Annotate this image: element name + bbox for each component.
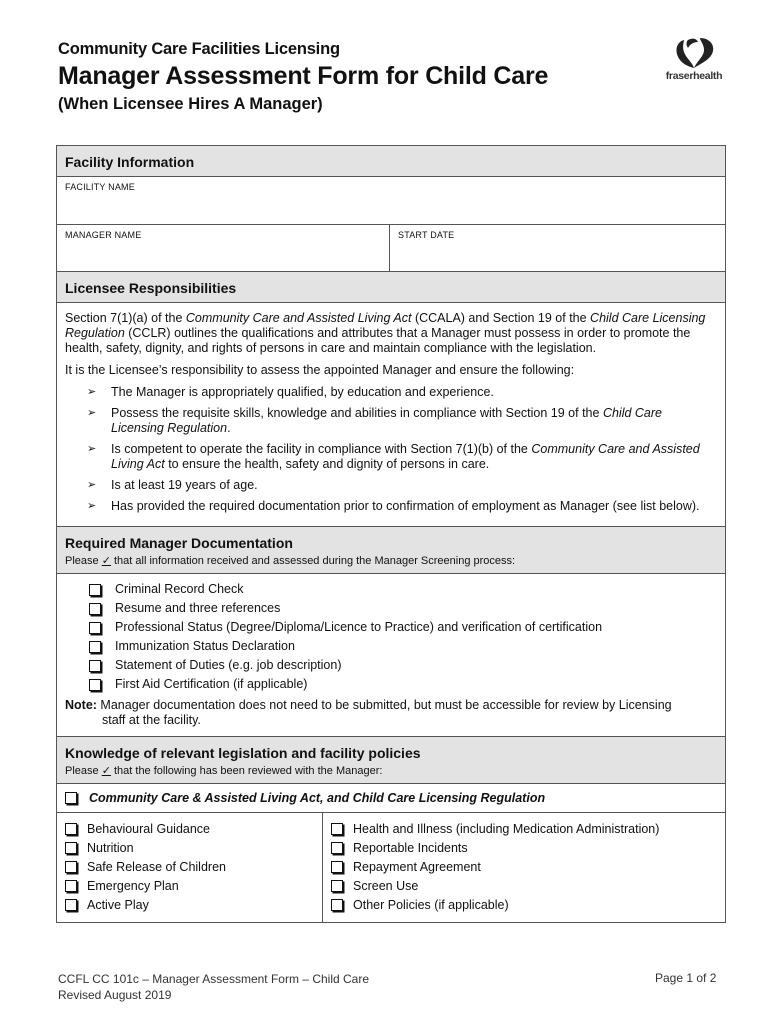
start-date-label: START DATE bbox=[398, 230, 455, 240]
act-name: Community Care and Assisted Living Act bbox=[111, 442, 700, 471]
checklist-label: First Aid Certification (if applicable) bbox=[115, 677, 308, 691]
checklist-item bbox=[89, 580, 717, 599]
check-mark-icon: ✓ bbox=[101, 555, 111, 567]
note-label: Note: bbox=[65, 698, 97, 712]
footer-form-id bbox=[58, 971, 369, 1003]
revision-date: Revised August 2019 bbox=[58, 988, 172, 1002]
checklist-item bbox=[331, 895, 717, 914]
checklist-item bbox=[331, 857, 717, 876]
list-item bbox=[87, 499, 717, 514]
document-list bbox=[65, 580, 717, 694]
checkbox[interactable] bbox=[65, 899, 77, 911]
checklist-label: Criminal Record Check bbox=[115, 582, 244, 596]
checkbox[interactable] bbox=[331, 861, 343, 873]
check-mark-icon: ✓ bbox=[101, 765, 111, 777]
logo-text: fraserhealth bbox=[665, 70, 723, 82]
policy-column-left bbox=[57, 813, 323, 922]
org-name: Community Care Facilities Licensing bbox=[58, 40, 340, 58]
legislation-label: Community Care & Assisted Living Act, and Child Care Licensing Regulation bbox=[89, 791, 546, 805]
text-run: to ensure the health, safety and dignity of persons in care. bbox=[164, 457, 490, 471]
text-run: Possess the requisite skills, knowledge and abilities in compliance with Section 19 of the bbox=[111, 406, 603, 420]
text-run: . bbox=[227, 421, 231, 435]
facility-name-row bbox=[57, 177, 725, 225]
checkbox[interactable] bbox=[331, 842, 343, 854]
checklist-item bbox=[65, 895, 314, 914]
note-text: Manager documentation does not need to be submitted, but must be accessible for review by Licensing bbox=[96, 698, 672, 712]
text-run: (CCALA) and Section 19 of the bbox=[411, 311, 591, 325]
checklist-item bbox=[65, 838, 314, 857]
text-run: that the following has been reviewed with the Manager: bbox=[110, 765, 383, 777]
checklist-label: Screen Use bbox=[353, 878, 419, 893]
checklist-label: Behavioural Guidance bbox=[87, 821, 210, 836]
text-run: that all information received and assessed during the Manager Screening process: bbox=[110, 555, 516, 567]
checklist-label: Immunization Status Declaration bbox=[115, 639, 295, 653]
documentation-note bbox=[65, 698, 717, 728]
facility-name-field[interactable] bbox=[57, 177, 725, 224]
checklist-item bbox=[331, 876, 717, 895]
checklist-label: Professional Status (Degree/Diploma/Licence to Practice) and verification of certification bbox=[115, 620, 603, 634]
documentation-section-header bbox=[57, 527, 725, 574]
text-run: Is at least 19 years of age. bbox=[111, 478, 258, 492]
text-run: (CCLR) outlines the qualifications and attributes that a Manager must possess in order to promote the health, safety, dignity, and rights of persons in care and maintain compliance with the legislation. bbox=[65, 326, 691, 355]
text-run: Is competent to operate the facility in compliance with Section 7(1)(b) of the bbox=[111, 442, 532, 456]
checkbox[interactable] bbox=[89, 660, 101, 672]
page-subtitle: (When Licensee Hires A Manager) bbox=[58, 95, 323, 113]
checklist-label: Statement of Duties (e.g. job description) bbox=[115, 658, 342, 672]
checklist-label: Health and Illness (including Medication Administration) bbox=[353, 821, 660, 836]
regulation-name: Child Care Licensing Regulation bbox=[65, 311, 706, 340]
checkbox[interactable] bbox=[89, 679, 101, 691]
checklist-label: Safe Release of Children bbox=[87, 859, 226, 874]
document-header bbox=[58, 40, 728, 114]
section-instruction bbox=[65, 554, 717, 567]
checklist-item bbox=[89, 599, 717, 618]
facility-name-label: FACILITY NAME bbox=[65, 182, 135, 192]
policy-column-right bbox=[323, 813, 725, 922]
checklist-item bbox=[65, 819, 314, 838]
legislation-check-row bbox=[57, 784, 725, 813]
act-name: Community Care and Assisted Living Act bbox=[185, 311, 412, 325]
knowledge-section-header bbox=[57, 737, 725, 784]
checklist-item bbox=[331, 819, 717, 838]
note-text: staff at the facility. bbox=[102, 713, 201, 727]
checklist-label: Active Play bbox=[87, 897, 149, 912]
manager-name-label: MANAGER NAME bbox=[65, 230, 142, 240]
checkbox[interactable] bbox=[65, 842, 77, 854]
form-id: CCFL CC 101c – Manager Assessment Form – Child Care bbox=[58, 972, 370, 986]
licensee-responsibilities bbox=[57, 303, 725, 527]
checkbox[interactable] bbox=[331, 899, 343, 911]
text-run: The Manager is appropriately qualified, by education and experience. bbox=[111, 385, 494, 399]
regulation-name: Child Care Licensing Regulation bbox=[111, 406, 662, 435]
text-run: Section 7(1)(a) of the bbox=[65, 311, 186, 325]
list-item bbox=[87, 385, 717, 400]
text-run: Please bbox=[65, 765, 102, 777]
section-instruction bbox=[65, 764, 717, 777]
ensure-paragraph: It is the Licensee’s responsibility to assess the appointed Manager and ensure the following: bbox=[65, 363, 575, 377]
text-run: Please bbox=[65, 555, 102, 567]
fraserhealth-logo bbox=[664, 36, 724, 82]
policy-grid bbox=[57, 813, 725, 923]
manager-row bbox=[57, 225, 725, 272]
checklist-item bbox=[89, 618, 717, 637]
checklist-label: Nutrition bbox=[87, 840, 134, 855]
page-number: Page 1 of 2 bbox=[655, 971, 717, 985]
text-run: Has provided the required documentation prior to confirmation of employment as Manager (see list below). bbox=[111, 499, 700, 513]
checkbox[interactable] bbox=[89, 641, 101, 653]
checkbox[interactable] bbox=[89, 622, 101, 634]
manager-name-field[interactable] bbox=[57, 225, 390, 271]
checklist-label: Other Policies (if applicable) bbox=[353, 897, 509, 912]
checkbox[interactable] bbox=[65, 792, 77, 804]
checklist-item bbox=[89, 675, 717, 694]
list-item bbox=[87, 406, 717, 436]
checklist-item bbox=[65, 876, 314, 895]
checklist-item bbox=[331, 838, 717, 857]
start-date-field[interactable] bbox=[390, 225, 725, 271]
section-title: Knowledge of relevant legislation and facility policies bbox=[65, 745, 421, 761]
checklist-item bbox=[89, 637, 717, 656]
responsibility-list bbox=[65, 385, 717, 514]
intro-paragraph bbox=[65, 311, 717, 356]
checkbox[interactable] bbox=[65, 880, 77, 892]
page-title: Manager Assessment Form for Child Care bbox=[58, 62, 549, 90]
checklist-item bbox=[89, 656, 717, 675]
checkbox[interactable] bbox=[65, 861, 77, 873]
checkbox[interactable] bbox=[331, 823, 343, 835]
logo-emblem-icon bbox=[670, 36, 718, 70]
policy-list bbox=[331, 819, 717, 914]
checklist-label: Repayment Agreement bbox=[353, 859, 481, 874]
section-title: Required Manager Documentation bbox=[65, 535, 293, 551]
section-title: Facility Information bbox=[65, 154, 195, 170]
facility-section-header bbox=[57, 146, 725, 177]
checklist-label: Resume and three references bbox=[115, 601, 281, 615]
checklist-label: Emergency Plan bbox=[87, 878, 179, 893]
policy-list bbox=[65, 819, 314, 914]
checkbox[interactable] bbox=[89, 584, 101, 596]
list-item bbox=[87, 442, 717, 472]
checklist-label: Reportable Incidents bbox=[353, 840, 468, 855]
checkbox[interactable] bbox=[331, 880, 343, 892]
checklist-item bbox=[65, 857, 314, 876]
section-title: Licensee Responsibilities bbox=[65, 280, 237, 296]
documentation-checklist bbox=[57, 574, 725, 737]
assessment-form bbox=[56, 145, 726, 923]
checkbox[interactable] bbox=[65, 823, 77, 835]
licensee-section-header bbox=[57, 272, 725, 303]
list-item bbox=[87, 478, 717, 493]
checkbox[interactable] bbox=[89, 603, 101, 615]
